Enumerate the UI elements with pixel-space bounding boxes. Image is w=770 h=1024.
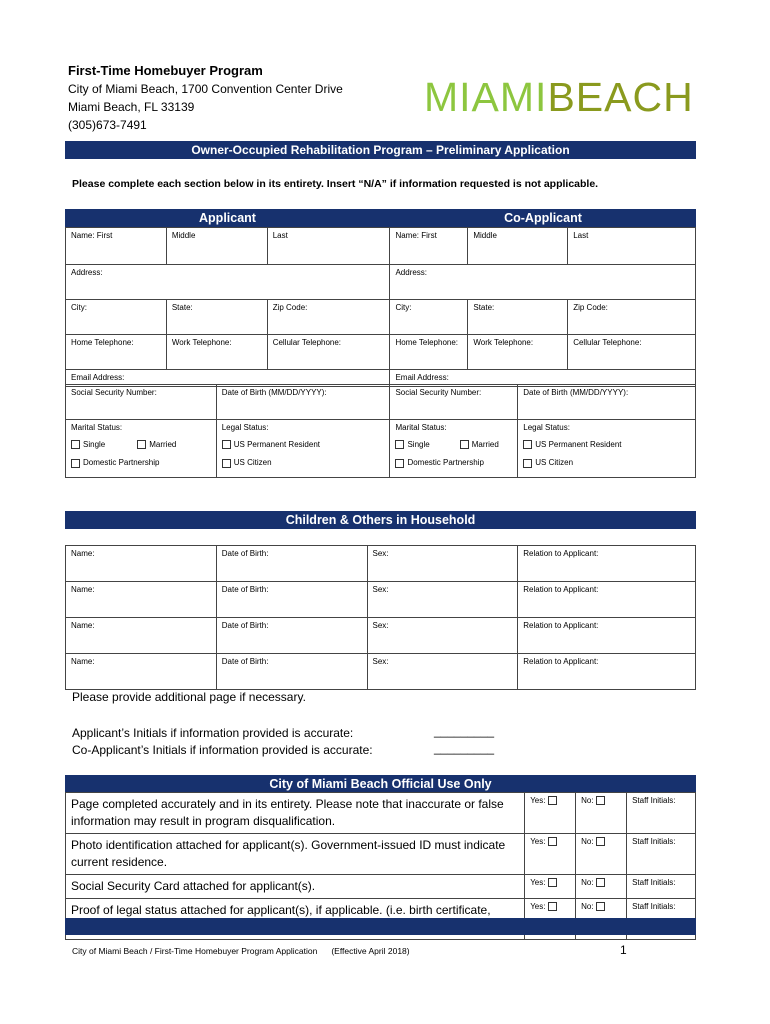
applicant-initials-blank[interactable]: _________: [434, 724, 495, 738]
program-title: First-Time Homebuyer Program: [68, 63, 263, 78]
official-no-cell: [576, 793, 627, 834]
official-row-text: Social Security Card attached for applicant(s).: [66, 875, 525, 899]
yes-label: Yes:: [530, 796, 546, 805]
domestic-partnership-label: Domestic Partnership: [83, 458, 160, 468]
household-sex[interactable]: Sex:: [367, 654, 518, 690]
additional-page-note: Please provide additional page if necessary.: [72, 690, 306, 704]
single-label: Single: [83, 440, 106, 449]
applicant-legal-status: [216, 420, 390, 478]
phone: (305)673-7491: [68, 118, 147, 132]
staff-initials[interactable]: Staff Initials:: [627, 875, 696, 899]
married-checkbox[interactable]: [137, 440, 146, 449]
applicant-dob[interactable]: Date of Birth (MM/DD/YYYY):: [216, 385, 390, 420]
household-dob[interactable]: Date of Birth:: [216, 546, 367, 582]
applicant-email[interactable]: Email Address:: [66, 370, 390, 387]
household-relation[interactable]: Relation to Applicant:: [518, 654, 696, 690]
instructions: Please complete each section below in its entirety. Insert “N/A” if information requested is not applicable.: [72, 178, 599, 190]
us-resident-label: US Permanent Resident: [233, 440, 320, 449]
co-applicant-email[interactable]: Email Address:: [390, 370, 696, 387]
household-dob[interactable]: Date of Birth:: [216, 654, 367, 690]
co-applicant-home-telephone[interactable]: Home Telephone:: [390, 335, 468, 370]
us-resident-checkbox[interactable]: [222, 440, 231, 449]
yes-label: Yes:: [530, 837, 546, 846]
applicant-city[interactable]: City:: [66, 300, 167, 335]
no-label: No:: [581, 796, 594, 805]
legal-status-label: Legal Status:: [523, 423, 570, 432]
form-title: Owner-Occupied Rehabilitation Program – Preliminary Application: [65, 141, 696, 159]
co-applicant-first-name[interactable]: Name: First: [390, 228, 468, 265]
household-name[interactable]: Name:: [66, 654, 217, 690]
page-number: 1: [620, 943, 627, 957]
household-sex[interactable]: Sex:: [367, 546, 518, 582]
official-use-footer-bar: [65, 918, 696, 935]
domestic-partnership-checkbox[interactable]: [71, 459, 80, 468]
yes-label: Yes:: [530, 902, 546, 911]
staff-initials[interactable]: Staff Initials:: [627, 793, 696, 834]
applicant-initials-label: Applicant’s Initials if information provided is accurate:: [72, 726, 354, 740]
us-resident-checkbox[interactable]: [523, 440, 532, 449]
official-no-cell: [576, 875, 627, 899]
applicant-cell-telephone[interactable]: Cellular Telephone:: [267, 335, 390, 370]
official-yes-cell: [525, 793, 576, 834]
single-label: Single: [407, 440, 430, 449]
no-label: No:: [581, 878, 594, 887]
applicant-state[interactable]: State:: [166, 300, 267, 335]
miami-beach-logo: [424, 73, 694, 121]
applicant-work-telephone[interactable]: Work Telephone:: [166, 335, 267, 370]
applicant-first-name[interactable]: Name: First: [66, 228, 167, 265]
applicant-heading: Applicant: [65, 209, 390, 227]
co-applicant-initials-label: Co-Applicant’s Initials if information provided is accurate:: [72, 743, 373, 757]
marital-status-label: Marital Status:: [71, 423, 123, 432]
co-applicant-cell-telephone[interactable]: Cellular Telephone:: [568, 335, 696, 370]
married-label: Married: [149, 440, 177, 449]
household-sex[interactable]: Sex:: [367, 582, 518, 618]
household-table: [65, 545, 696, 690]
applicant-status-table: [65, 384, 696, 478]
applicant-marital-status: [66, 420, 217, 478]
co-applicant-heading: Co-Applicant: [390, 209, 696, 227]
co-applicant-legal-status: [518, 420, 696, 478]
yes-label: Yes:: [530, 878, 546, 887]
official-use-heading: City of Miami Beach Official Use Only: [65, 775, 696, 793]
official-yes-cell: [525, 875, 576, 899]
applicant-ssn[interactable]: Social Security Number:: [66, 385, 217, 420]
household-relation[interactable]: Relation to Applicant:: [518, 582, 696, 618]
domestic-partnership-checkbox[interactable]: [395, 459, 404, 468]
no-checkbox[interactable]: [596, 837, 605, 846]
household-name[interactable]: Name:: [66, 546, 217, 582]
applicant-table: [65, 227, 696, 387]
logo-miami: MIAMI: [424, 74, 548, 120]
logo-beach: BEACH: [547, 74, 694, 120]
official-yes-cell: [525, 834, 576, 875]
co-applicant-last-name[interactable]: Last: [568, 228, 696, 265]
no-label: No:: [581, 902, 594, 911]
co-applicant-zip[interactable]: Zip Code:: [568, 300, 696, 335]
household-relation[interactable]: Relation to Applicant:: [518, 618, 696, 654]
official-row-text: Photo identification attached for applicant(s). Government-issued ID must indicate current residence.: [66, 834, 525, 875]
staff-initials[interactable]: Staff Initials:: [627, 899, 696, 940]
yes-checkbox[interactable]: [548, 902, 557, 911]
official-no-cell: [576, 834, 627, 875]
co-applicant-ssn[interactable]: Social Security Number:: [390, 385, 518, 420]
us-resident-label: US Permanent Resident: [535, 440, 622, 449]
co-applicant-city[interactable]: City:: [390, 300, 468, 335]
single-checkbox[interactable]: [71, 440, 80, 449]
household-relation[interactable]: Relation to Applicant:: [518, 546, 696, 582]
household-sex[interactable]: Sex:: [367, 618, 518, 654]
footer-text: City of Miami Beach / First-Time Homebuyer Program Application: [72, 946, 318, 956]
applicant-home-telephone[interactable]: Home Telephone:: [66, 335, 167, 370]
us-citizen-label: US Citizen: [535, 458, 574, 468]
no-label: No:: [581, 837, 594, 846]
household-dob[interactable]: Date of Birth:: [216, 618, 367, 654]
us-citizen-checkbox[interactable]: [523, 459, 532, 468]
us-citizen-label: US Citizen: [233, 458, 272, 468]
official-row-text: Page completed accurately and in its entirety. Please note that inaccurate or false information may result in program disqualification.: [66, 793, 525, 834]
no-checkbox[interactable]: [596, 878, 605, 887]
applicant-address[interactable]: Address:: [66, 265, 390, 300]
co-applicant-initials-blank[interactable]: _________: [434, 741, 495, 755]
address-line2: Miami Beach, FL 33139: [68, 100, 195, 114]
household-name[interactable]: Name:: [66, 618, 217, 654]
co-applicant-middle-name[interactable]: Middle: [468, 228, 568, 265]
household-heading: Children & Others in Household: [65, 511, 696, 529]
official-row-text: Proof of legal status attached for applicant(s), if applicable. (i.e. birth certificate,: [66, 899, 525, 940]
footer: [72, 946, 410, 956]
yes-checkbox[interactable]: [548, 796, 557, 805]
married-checkbox[interactable]: [460, 440, 469, 449]
co-applicant-state[interactable]: State:: [468, 300, 568, 335]
yes-checkbox[interactable]: [548, 878, 557, 887]
applicant-last-name[interactable]: Last: [267, 228, 390, 265]
marital-status-label: Marital Status:: [395, 423, 447, 432]
no-checkbox[interactable]: [596, 902, 605, 911]
staff-initials[interactable]: Staff Initials:: [627, 834, 696, 875]
co-applicant-work-telephone[interactable]: Work Telephone:: [468, 335, 568, 370]
co-applicant-address[interactable]: Address:: [390, 265, 696, 300]
legal-status-label: Legal Status:: [221, 423, 269, 432]
married-label: Married: [471, 440, 499, 449]
co-applicant-dob[interactable]: Date of Birth (MM/DD/YYYY):: [518, 385, 696, 420]
header-block: [68, 62, 343, 134]
co-applicant-marital-status: [390, 420, 518, 478]
household-dob[interactable]: Date of Birth:: [216, 582, 367, 618]
single-checkbox[interactable]: [395, 440, 404, 449]
applicant-middle-name[interactable]: Middle: [166, 228, 267, 265]
household-name[interactable]: Name:: [66, 582, 217, 618]
address-line1: City of Miami Beach, 1700 Convention Center Drive: [68, 82, 343, 96]
domestic-partnership-label: Domestic Partnership: [407, 458, 484, 468]
no-checkbox[interactable]: [596, 796, 605, 805]
us-citizen-checkbox[interactable]: [222, 459, 231, 468]
yes-checkbox[interactable]: [548, 837, 557, 846]
applicant-zip[interactable]: Zip Code:: [267, 300, 390, 335]
footer-effective: (Effective April 2018): [331, 946, 410, 956]
